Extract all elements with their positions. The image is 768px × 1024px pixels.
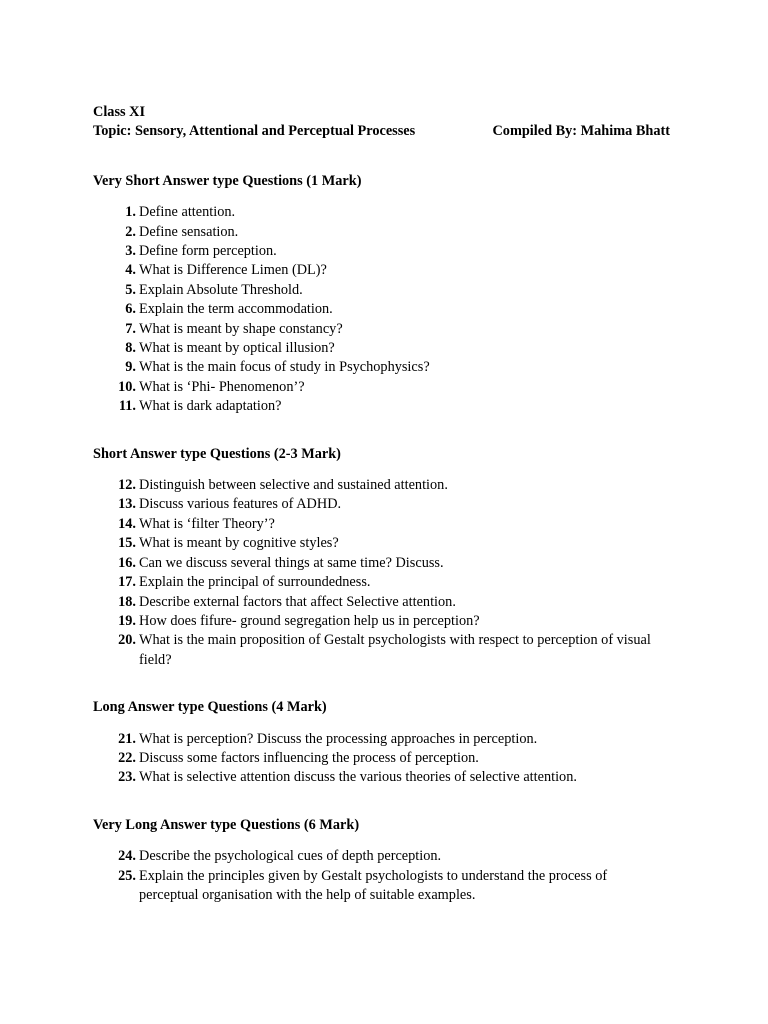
question-item	[93, 768, 693, 787]
question-number: 13.	[118, 496, 136, 513]
question-item	[93, 320, 693, 339]
question-item	[93, 261, 693, 280]
question-text: What is perception? Discuss the processing approaches in perception.	[139, 730, 538, 747]
question-item	[93, 847, 693, 866]
question-number: 20.	[118, 632, 136, 649]
question-list	[93, 203, 693, 416]
question-number: 2.	[125, 223, 136, 240]
question-number: 8.	[125, 340, 136, 357]
question-item	[93, 534, 693, 553]
class-label: Class XI	[93, 104, 146, 120]
question-text: Explain the principles given by Gestalt psychologists to understand the process of perceptual organisation with the help of suitable examples.	[139, 867, 608, 903]
question-number: 25.	[118, 867, 136, 884]
question-list	[93, 730, 693, 788]
question-text: What is meant by shape constancy?	[139, 320, 343, 337]
question-number: 17.	[118, 574, 136, 591]
question-number: 3.	[125, 243, 136, 259]
question-text: What is dark adaptation?	[139, 398, 282, 415]
topic-row	[93, 122, 670, 141]
question-text: Describe external factors that affect Selective attention.	[139, 593, 456, 610]
question-list	[93, 847, 693, 905]
question-number: 24.	[118, 848, 136, 865]
question-text: Explain the term accommodation.	[139, 301, 333, 318]
question-item	[93, 203, 693, 222]
document-page	[93, 103, 693, 905]
question-text: Define attention.	[139, 204, 236, 221]
question-text: What is the main proposition of Gestalt psychologists with respect to perception of visual field?	[139, 632, 651, 668]
question-item	[93, 554, 693, 573]
topic-title: Topic: Sensory, Attentional and Perceptual Processes	[93, 123, 416, 140]
question-item	[93, 867, 693, 906]
question-item	[93, 515, 693, 534]
question-number: 21.	[118, 730, 136, 747]
question-number: 23.	[118, 769, 136, 786]
question-item	[93, 495, 693, 514]
question-item	[93, 242, 693, 261]
question-number: 11.	[118, 398, 136, 415]
question-text: Define form perception.	[139, 243, 277, 259]
section-title: Short Answer type Questions (2-3 Mark)	[93, 445, 341, 462]
question-item	[93, 573, 693, 592]
question-item	[93, 730, 693, 749]
question-text: Discuss various features of ADHD.	[139, 496, 342, 513]
compiled-by: Compiled By: Mahima Bhatt	[492, 123, 670, 140]
question-item	[93, 281, 693, 300]
question-text: How does fifure- ground segregation help us in perception?	[139, 612, 480, 629]
question-text: Distinguish between selective and sustained attention.	[139, 477, 448, 494]
question-number: 6.	[125, 301, 136, 318]
question-item	[93, 749, 693, 768]
question-item	[93, 300, 693, 319]
question-number: 1.	[125, 204, 136, 221]
question-text: What is selective attention discuss the various theories of selective attention.	[139, 769, 577, 786]
question-item	[93, 397, 693, 416]
question-text: What is Difference Limen (DL)?	[139, 262, 327, 279]
question-number: 15.	[118, 535, 136, 552]
question-text: What is meant by optical illusion?	[139, 340, 335, 357]
section-title: Very Short Answer type Questions (1 Mark)	[93, 172, 362, 189]
question-item	[93, 223, 693, 242]
question-number: 4.	[125, 262, 136, 279]
question-text: What is ‘Phi- Phenomenon’?	[139, 378, 305, 395]
question-text: What is meant by cognitive styles?	[139, 535, 339, 552]
question-text: Describe the psychological cues of depth perception.	[139, 848, 442, 865]
question-item	[93, 593, 693, 612]
question-text: Can we discuss several things at same time? Discuss.	[139, 554, 444, 571]
question-number: 22.	[118, 749, 136, 766]
question-item	[93, 358, 693, 377]
question-sections	[93, 172, 693, 906]
question-number: 9.	[125, 359, 136, 376]
question-number: 12.	[118, 477, 136, 494]
question-text: Discuss some factors influencing the process of perception.	[139, 749, 479, 766]
question-number: 16.	[118, 554, 136, 571]
question-number: 7.	[125, 320, 136, 337]
question-number: 18.	[118, 593, 136, 610]
question-item	[93, 339, 693, 358]
question-number: 5.	[125, 281, 136, 298]
question-number: 10.	[118, 378, 136, 395]
question-list	[93, 476, 693, 670]
question-text: Explain the principal of surroundedness.	[139, 574, 371, 591]
question-text: Explain Absolute Threshold.	[139, 281, 303, 298]
question-text: What is ‘filter Theory’?	[139, 515, 275, 532]
question-text: What is the main focus of study in Psychophysics?	[139, 359, 430, 376]
question-number: 19.	[118, 612, 136, 629]
question-item	[93, 631, 693, 670]
question-item	[93, 612, 693, 631]
section-title: Long Answer type Questions (4 Mark)	[93, 699, 327, 716]
question-text: Define sensation.	[139, 223, 239, 240]
question-item	[93, 476, 693, 495]
section-title: Very Long Answer type Questions (6 Mark)	[93, 816, 360, 833]
question-item	[93, 378, 693, 397]
question-number: 14.	[118, 515, 136, 532]
